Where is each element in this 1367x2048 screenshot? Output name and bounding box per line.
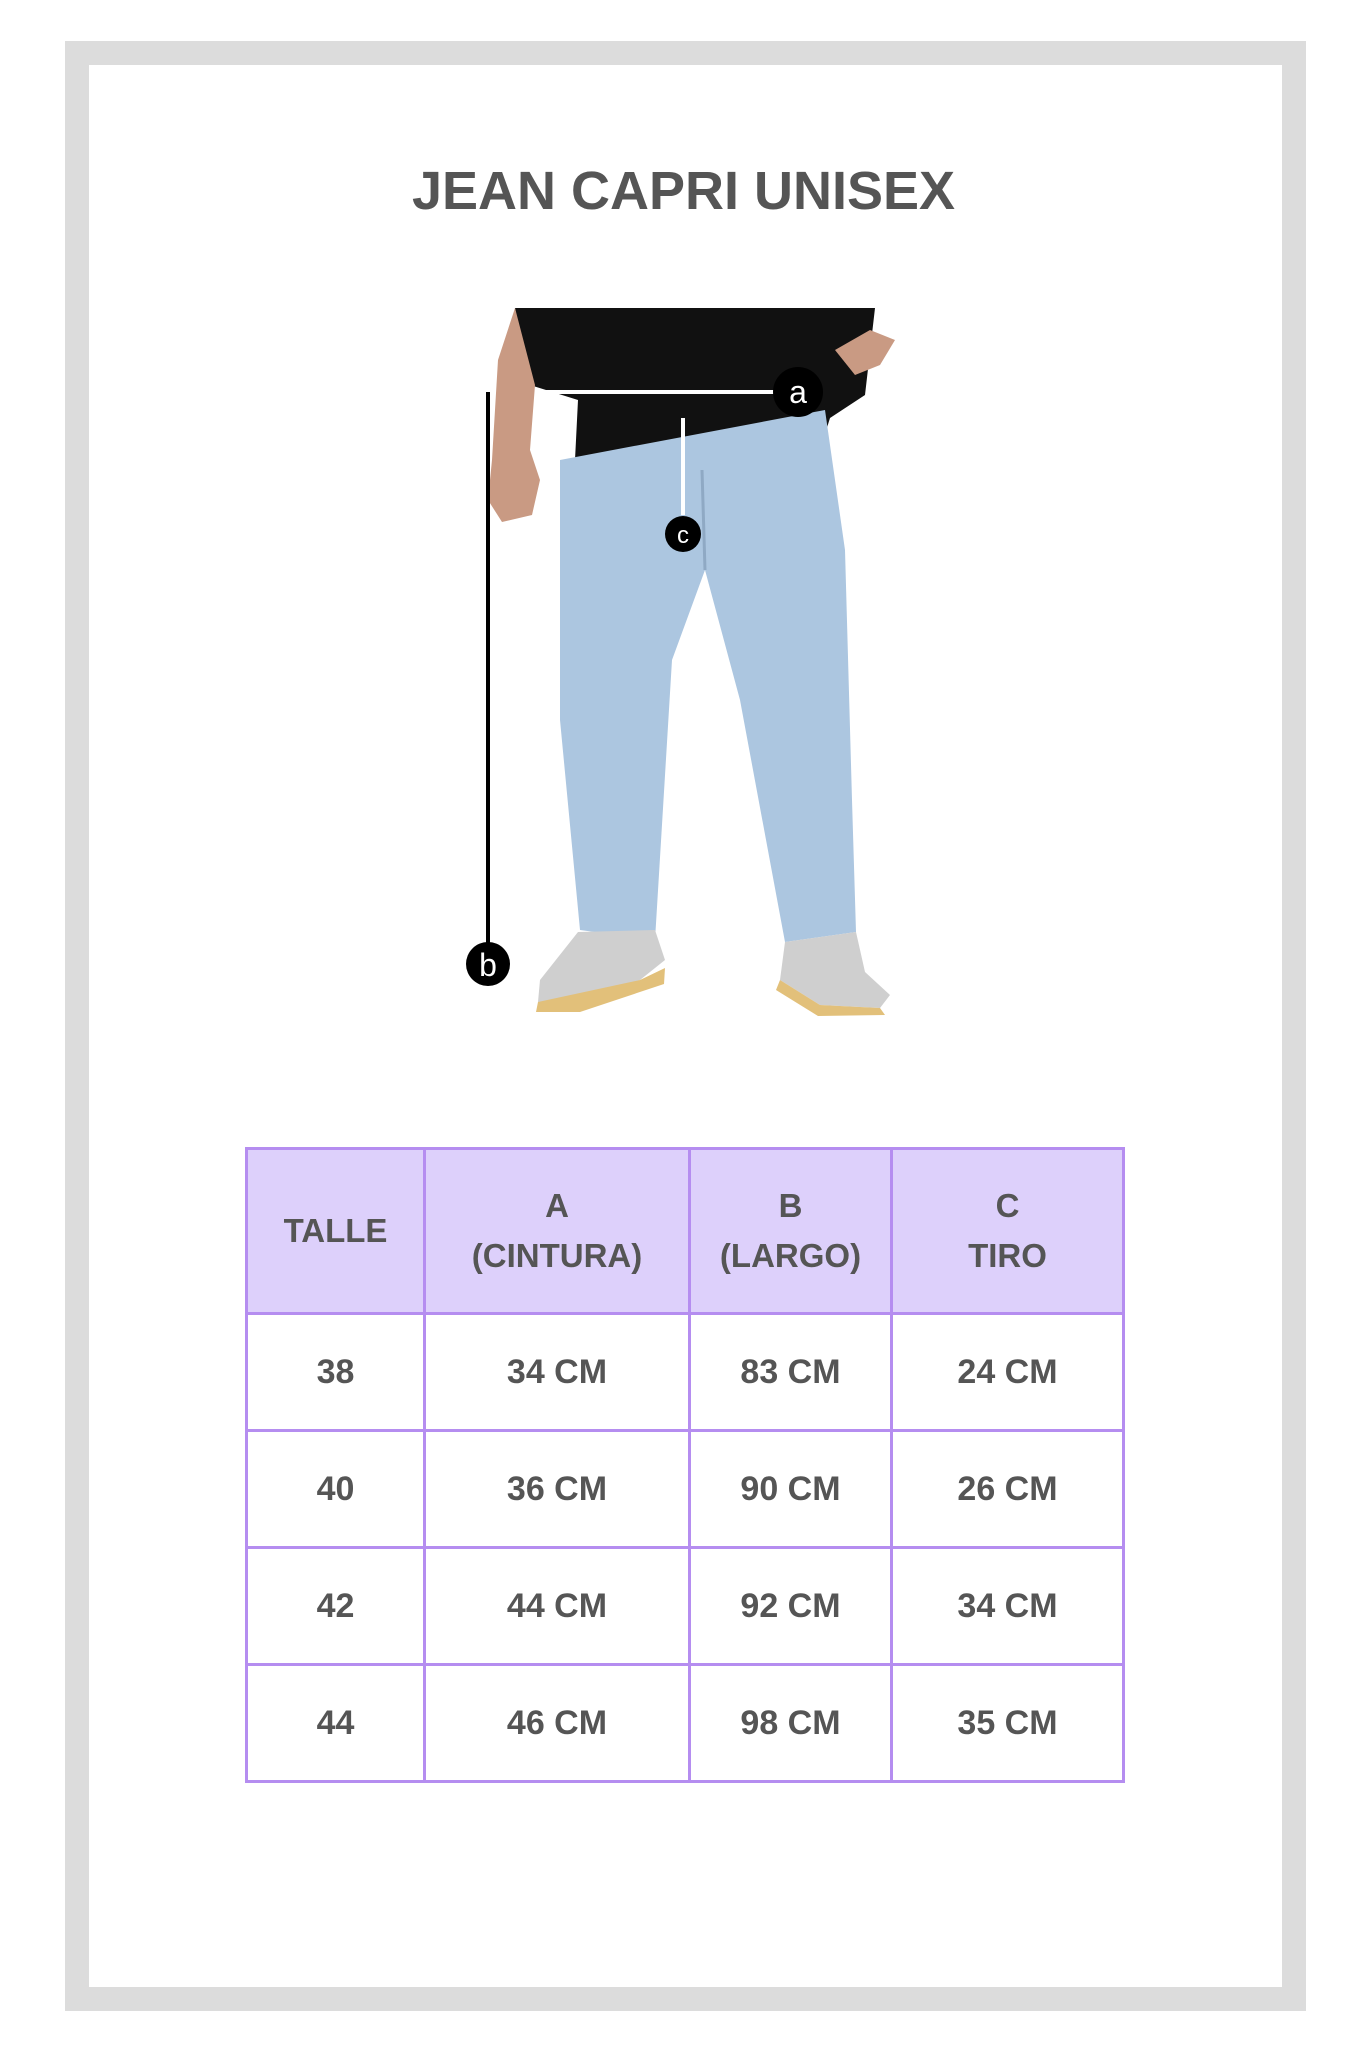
cell-largo: 83 CM <box>690 1314 892 1431</box>
size-table <box>245 1147 1125 1783</box>
cell-tiro: 24 CM <box>892 1314 1124 1431</box>
cell-talle: 38 <box>247 1314 425 1431</box>
header-talle <box>247 1149 425 1314</box>
cell-cintura: 46 CM <box>425 1665 690 1782</box>
jeans-illustration <box>560 410 856 942</box>
cell-talle: 40 <box>247 1431 425 1548</box>
cell-largo: 90 CM <box>690 1431 892 1548</box>
header-c-letter: C <box>995 1187 1020 1224</box>
header-b-letter: B <box>778 1187 803 1224</box>
header-b-desc: (LARGO) <box>719 1237 862 1274</box>
table-row <box>247 1548 1124 1665</box>
cell-largo: 92 CM <box>690 1548 892 1665</box>
header-a-letter: A <box>545 1187 569 1224</box>
header-a <box>425 1149 690 1314</box>
cell-talle: 44 <box>247 1665 425 1782</box>
marker-c-label: c <box>677 522 689 549</box>
table-row <box>247 1314 1124 1431</box>
table-row <box>247 1665 1124 1782</box>
header-c <box>892 1149 1124 1314</box>
cell-cintura: 34 CM <box>425 1314 690 1431</box>
marker-b-label: b <box>479 947 497 983</box>
header-c-desc: TIRO <box>968 1237 1047 1274</box>
cell-tiro: 34 CM <box>892 1548 1124 1665</box>
page-title: JEAN CAPRI UNISEX <box>411 161 956 221</box>
header-talle-label: TALLE <box>283 1212 388 1249</box>
cell-largo: 98 CM <box>690 1665 892 1782</box>
header-b <box>690 1149 892 1314</box>
model-figure <box>440 300 920 1040</box>
cell-talle: 42 <box>247 1548 425 1665</box>
cell-cintura: 44 CM <box>425 1548 690 1665</box>
cell-cintura: 36 CM <box>425 1431 690 1548</box>
table-row <box>247 1431 1124 1548</box>
cell-tiro: 26 CM <box>892 1431 1124 1548</box>
header-a-desc: (CINTURA) <box>471 1237 643 1274</box>
cell-tiro: 35 CM <box>892 1665 1124 1782</box>
table-header-row <box>247 1149 1124 1314</box>
marker-a-label: a <box>789 374 807 410</box>
